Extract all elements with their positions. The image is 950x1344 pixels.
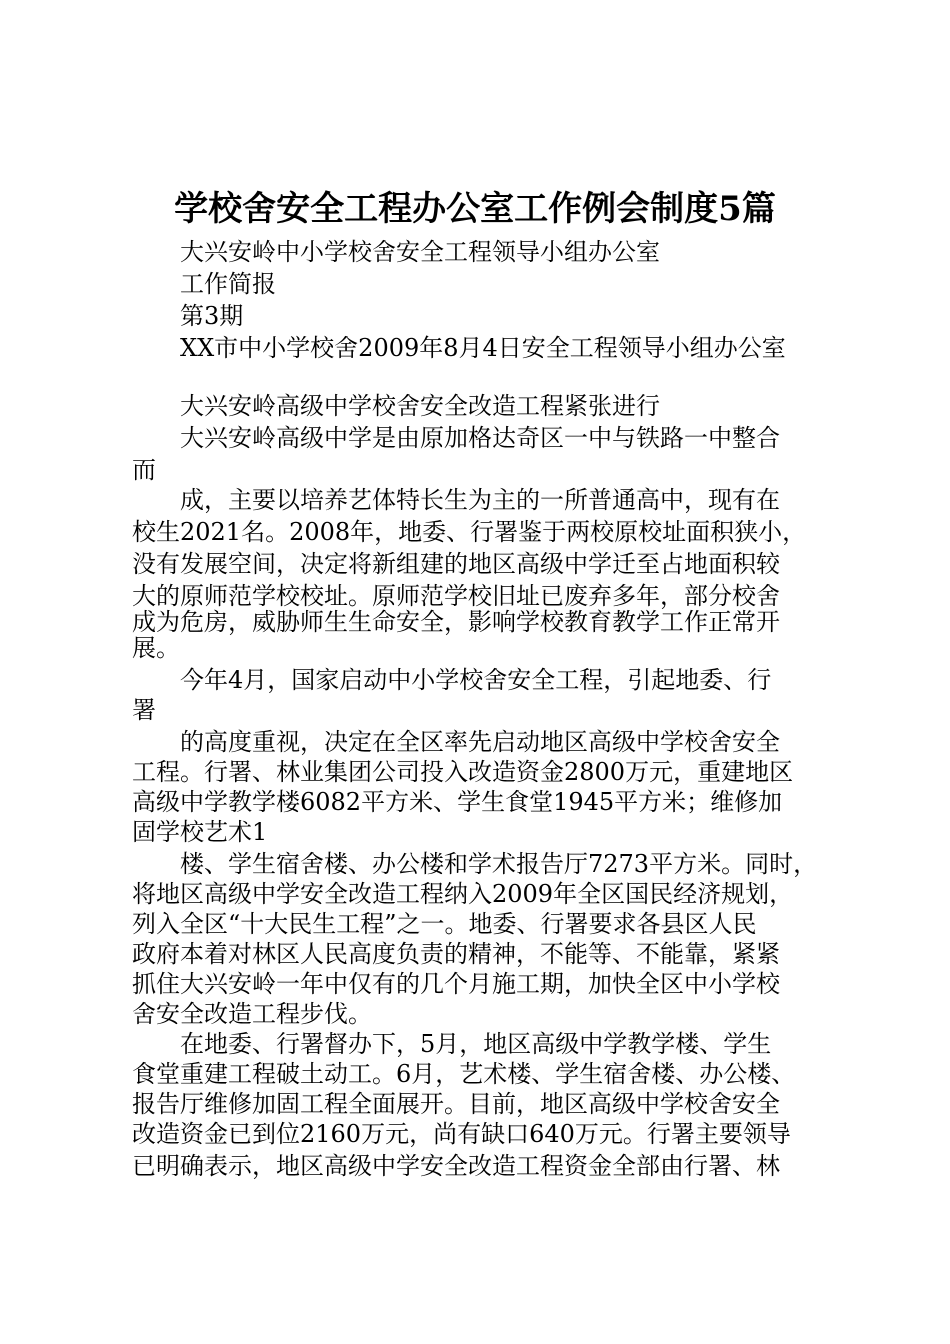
body-line: 而 bbox=[132, 456, 156, 484]
body-line: 将地区高级中学安全改造工程纳入2009年全区国民经济规划， bbox=[132, 880, 794, 908]
body-line: 抓住大兴安岭一年中仅有的几个月施工期，加快全区中小学校 bbox=[132, 970, 780, 998]
body-line: 楼、学生宿舍楼、办公楼和学术报告厅7273平方米。同时， bbox=[180, 850, 818, 878]
body-line: 的高度重视，决定在全区率先启动地区高级中学校舍安全 bbox=[180, 728, 780, 756]
body-line: 工程。行署、林业集团公司投入改造资金2800万元，重建地区 bbox=[132, 758, 794, 786]
body-line: 今年4月，国家启动中小学校舍安全工程，引起地委、行 bbox=[180, 666, 772, 694]
body-line: 成为危房，威胁师生生命安全，影响学校教育教学工作正常开 bbox=[132, 608, 780, 636]
article-headline: 大兴安岭高级中学校舍安全改造工程紧张进行 bbox=[180, 392, 660, 420]
body-line: 舍安全改造工程步伐。 bbox=[132, 1000, 372, 1028]
body-line: 没有发展空间，决定将新组建的地区高级中学迁至占地面积较 bbox=[132, 550, 780, 578]
body-line: 大兴安岭高级中学是由原加格达奇区一中与铁路一中整合 bbox=[180, 424, 780, 452]
body-line: 食堂重建工程破土动工。6月，艺术楼、学生宿舍楼、办公楼、 bbox=[132, 1060, 796, 1088]
header-line-issue: 第3期 bbox=[180, 302, 244, 330]
document-title: 学校舍安全工程办公室工作例会制度5篇 bbox=[174, 189, 776, 229]
body-line: 署 bbox=[132, 696, 156, 724]
header-line-date: XX市中小学校舍2009年8月4日安全工程领导小组办公室 bbox=[180, 334, 786, 362]
body-line: 政府本着对林区人民高度负责的精神，不能等、不能靠，紧紧 bbox=[132, 940, 780, 968]
body-line: 固学校艺术1 bbox=[132, 818, 268, 846]
header-line-office: 大兴安岭中小学校舍安全工程领导小组办公室 bbox=[180, 238, 660, 266]
body-line: 列入全区“十大民生工程”之一。地委、行署要求各县区人民 bbox=[132, 910, 757, 938]
body-line: 改造资金已到位2160万元，尚有缺口640万元。行署主要领导 bbox=[132, 1120, 791, 1148]
body-line: 大的原师范学校校址。原师范学校旧址已废弃多年，部分校舍 bbox=[132, 582, 780, 610]
body-line: 校生2021名。2008年，地委、行署鉴于两校原校址面积狭小， bbox=[132, 518, 807, 546]
body-line: 已明确表示，地区高级中学安全改造工程资金全部由行署、林 bbox=[132, 1152, 780, 1180]
body-line: 成，主要以培养艺体特长生为主的一所普通高中，现有在 bbox=[180, 486, 780, 514]
body-line: 高级中学教学楼6082平方米、学生食堂1945平方米；维修加 bbox=[132, 788, 783, 816]
body-line: 在地委、行署督办下，5月，地区高级中学教学楼、学生 bbox=[180, 1030, 772, 1058]
body-line: 报告厅维修加固工程全面展开。目前，地区高级中学校舍安全 bbox=[132, 1090, 780, 1118]
body-line: 展。 bbox=[132, 634, 180, 662]
header-line-bulletin: 工作简报 bbox=[180, 270, 276, 298]
